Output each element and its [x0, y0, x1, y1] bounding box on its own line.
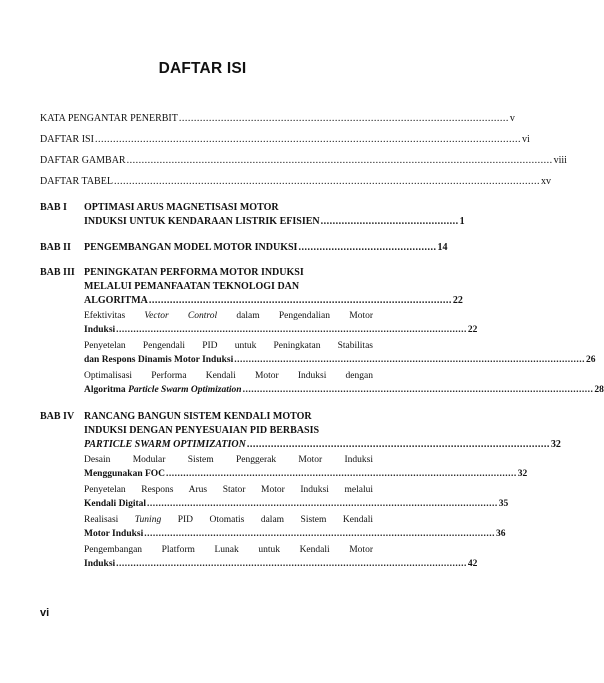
leader-dots: ..................................................................................................... — [246, 438, 550, 450]
toc-page-number: 14 — [437, 242, 448, 253]
chapter-number: BAB I — [40, 202, 67, 213]
chapter-number: BAB II — [40, 242, 71, 253]
subsection-title-line: Optimalisasi Performa Kendali Motor Induksi dengan — [84, 371, 373, 382]
toc-subsection[interactable] — [84, 483, 509, 511]
subsection-title-italic: Vector Control — [144, 311, 218, 322]
chapter-title-line: ALGORITMA — [84, 294, 148, 306]
leader-dots: .............................................................................................................................................. — [94, 134, 521, 145]
subsection-title-line: Induksi — [84, 325, 116, 336]
toc-page-number: 42 — [467, 559, 478, 570]
subsection-title-line: Desain Modular Sistem Penggerak Motor Induksi — [84, 455, 373, 466]
toc-entry-label: DAFTAR TABEL — [40, 176, 113, 187]
leader-dots: .............................................................................................................................................. — [126, 155, 553, 166]
subsection-title-line: Penyetelan Pengendali PID untuk Peningkatan Stabilitas — [84, 341, 373, 352]
toc-page-number: viii — [553, 155, 567, 166]
toc-chapter-1[interactable] — [40, 201, 465, 231]
leader-dots: .......................................................................................................................... — [116, 325, 467, 336]
subsection-title-line: Motor Induksi — [84, 529, 144, 540]
toc-page-number: 22 — [452, 294, 463, 306]
subsection-title-line: Efektivitas Vector Control dalam Pengendalian Motor — [84, 311, 374, 322]
toc-entry-daftar-gambar[interactable] — [40, 155, 567, 167]
subsection-title-line: Algoritma Particle Swarm Optimization — [84, 385, 242, 396]
toc-page-number: vi — [521, 134, 530, 145]
subsection-title-line: Penyetelan Respons Arus Stator Motor Induksi melalui — [84, 485, 373, 496]
subsection-title-line: Realisasi Tuning PID Otomatis dalam Sistem Kendali — [84, 515, 373, 526]
toc-subsection[interactable] — [84, 543, 478, 571]
leader-dots: ..................................................................................................... — [148, 294, 452, 306]
subsection-title-line: dan Respons Dinamis Motor Induksi — [84, 355, 234, 366]
leader-dots: .............................................................................................................. — [178, 113, 509, 124]
toc-page-number: xv — [540, 176, 551, 187]
leader-dots: .............................................................................................................................................. — [113, 176, 540, 187]
subsection-title-line: Kendali Digital — [84, 499, 147, 510]
toc-page-number: 32 — [550, 438, 561, 450]
toc-subsection[interactable] — [84, 339, 596, 367]
subsection-title-line: Menggunakan FOC — [84, 469, 166, 480]
toc-entry-daftar-isi[interactable] — [40, 134, 530, 146]
toc-page-number: 1 — [459, 215, 465, 227]
chapter-number: BAB III — [40, 267, 75, 278]
chapter-title-line: INDUKSI DENGAN PENYESUAIAN PID BERBASIS — [84, 424, 320, 436]
chapter-title-line: RANCANG BANGUN SISTEM KENDALI MOTOR — [84, 411, 312, 422]
leader-dots: .......................................................................................................................... — [144, 529, 495, 540]
leader-dots: .......................................................................................................................... — [234, 355, 585, 366]
toc-subsection[interactable] — [84, 513, 506, 541]
toc-subsection[interactable] — [84, 309, 478, 337]
toc-chapter-4[interactable] — [40, 410, 561, 575]
toc-entry-label: DAFTAR GAMBAR — [40, 155, 126, 166]
subsection-title-italic: Particle Swarm Optimization — [128, 385, 242, 396]
chapter-number: BAB IV — [40, 411, 75, 422]
leader-dots: .............................................. — [320, 215, 459, 227]
toc-page-number: 22 — [467, 325, 478, 336]
toc-chapter-3[interactable] — [40, 266, 604, 401]
chapter-title-line: PENGEMBANGAN MODEL MOTOR INDUKSI — [84, 242, 298, 253]
toc-page-number: 36 — [495, 529, 506, 540]
leader-dots: .......................................................................................................................... — [147, 499, 498, 510]
chapter-title-line: OPTIMASI ARUS MAGNETISASI MOTOR — [84, 202, 279, 213]
chapter-title-line: MELALUI PEMANFAATAN TEKNOLOGI DAN — [84, 280, 300, 292]
toc-page-number: 28 — [594, 385, 604, 396]
leader-dots: .............................................. — [298, 242, 437, 253]
page-title: DAFTAR ISI — [158, 60, 247, 77]
toc-entry-label: DAFTAR ISI — [40, 134, 94, 145]
toc-page-number: 26 — [585, 355, 596, 366]
toc-page-number: v — [509, 113, 515, 124]
toc-chapter-2[interactable] — [40, 241, 448, 257]
chapter-title-italic: PARTICLE SWARM OPTIMIZATION — [84, 438, 246, 450]
leader-dots: .......................................................................................................................... — [166, 469, 517, 480]
toc-entry-kata-pengantar[interactable] — [40, 113, 515, 125]
toc-entry-label: KATA PENGANTAR PENERBIT — [40, 113, 178, 124]
toc-subsection[interactable] — [84, 453, 528, 481]
subsection-title-italic: Tuning — [134, 515, 162, 526]
leader-dots: .......................................................................................................................... — [242, 385, 594, 396]
toc-subsection[interactable] — [84, 369, 604, 397]
chapter-title-line: INDUKSI UNTUK KENDARAAN LISTRIK EFISIEN — [84, 215, 320, 227]
toc-page-number: 32 — [517, 469, 528, 480]
toc-entry-daftar-tabel[interactable] — [40, 176, 551, 188]
subsection-title-line: Induksi — [84, 559, 116, 570]
toc-page-number: 35 — [498, 499, 509, 510]
leader-dots: .......................................................................................................................... — [116, 559, 467, 570]
subsection-title-line: Pengembangan Platform Lunak untuk Kendali Motor — [84, 545, 373, 556]
chapter-title-line — [84, 438, 246, 452]
chapter-title-line: PENINGKATAN PERFORMA MOTOR INDUKSI — [84, 267, 304, 278]
page-folio: vi — [40, 607, 50, 619]
